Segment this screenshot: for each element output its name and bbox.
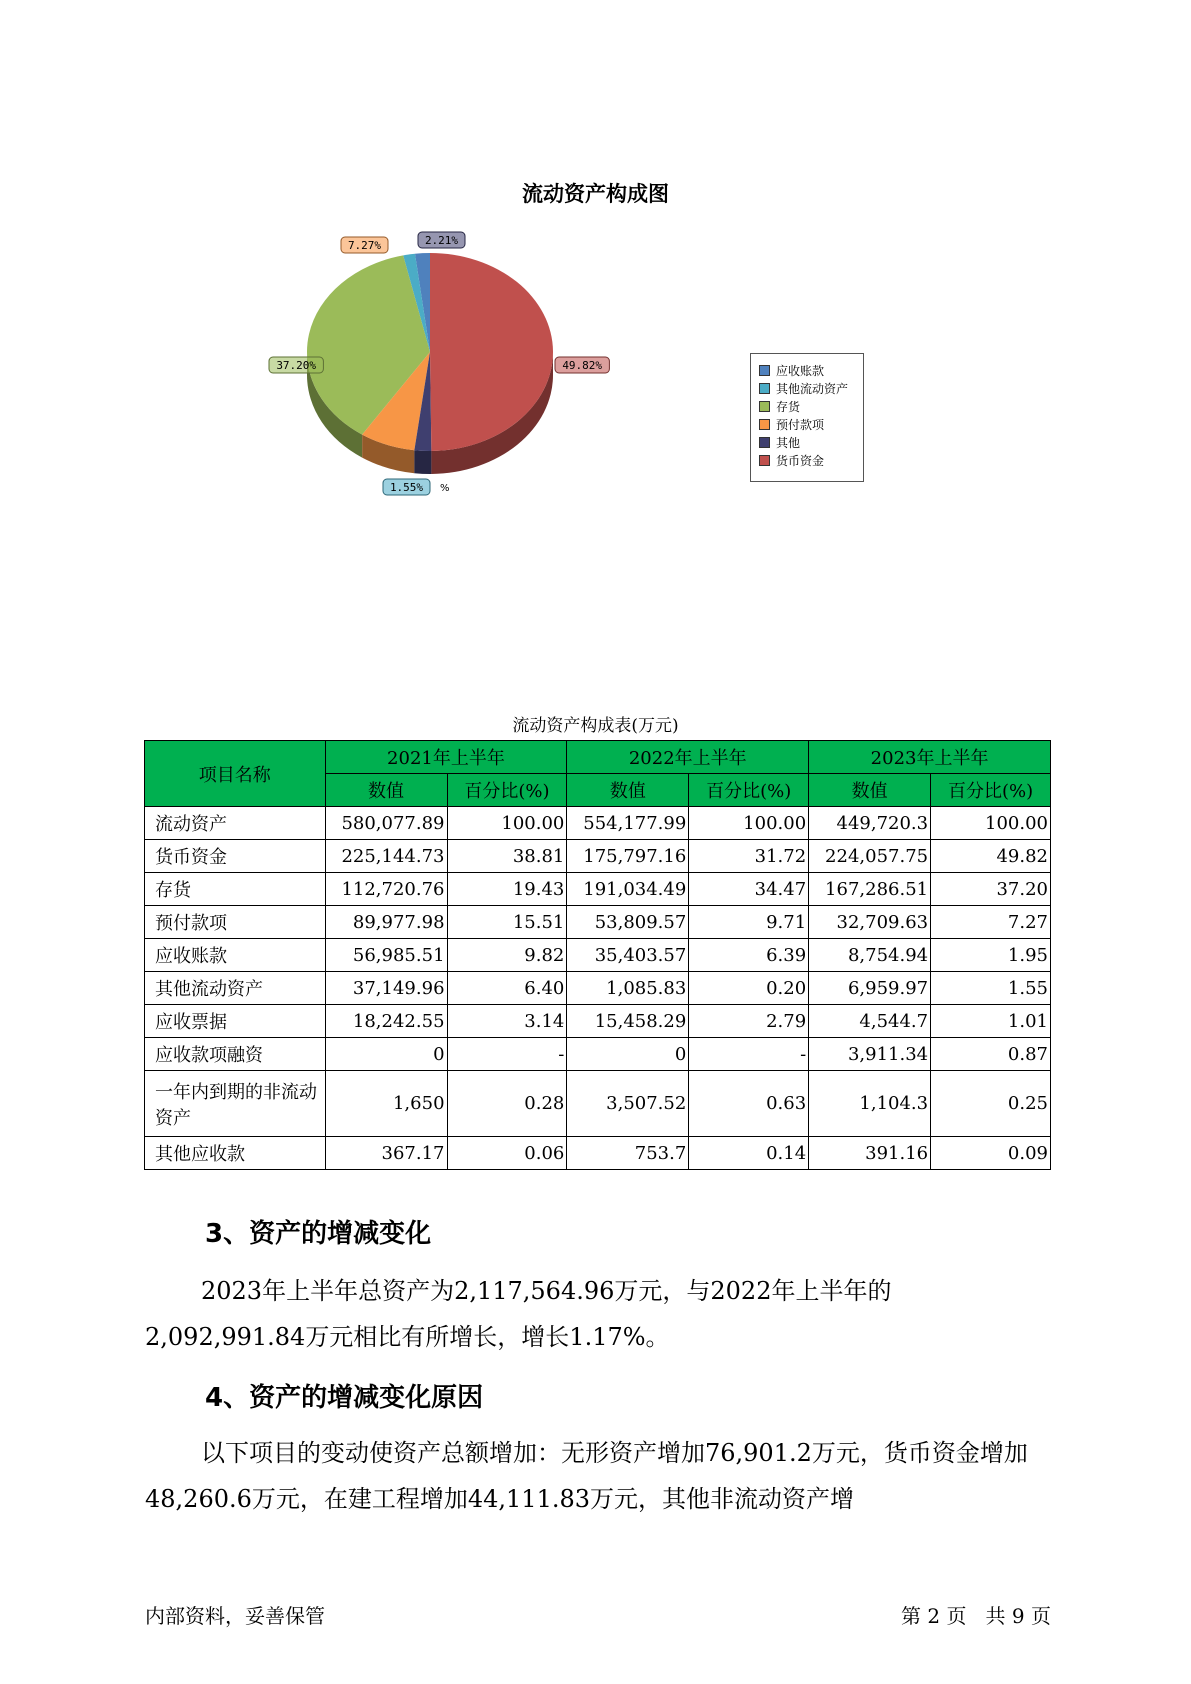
legend-label: 其他 xyxy=(776,435,801,450)
row-label: 其他应收款 xyxy=(145,1137,326,1170)
pie-chart xyxy=(200,225,660,505)
table-row xyxy=(145,972,1051,1005)
header-percent: 百分比(%) xyxy=(689,774,809,807)
cell-percent: 38.81 xyxy=(447,840,567,873)
cell-value: 53,809.57 xyxy=(567,906,689,939)
cell-value: 554,177.99 xyxy=(567,807,689,840)
row-label: 货币资金 xyxy=(145,840,326,873)
cell-percent: 49.82 xyxy=(931,840,1051,873)
legend-swatch xyxy=(759,419,770,430)
chart-title: 流动资产构成图 xyxy=(522,182,669,206)
cell-value: 32,709.63 xyxy=(809,906,931,939)
table-row xyxy=(145,1038,1051,1071)
header-value: 数值 xyxy=(567,774,689,807)
cell-percent: 1.01 xyxy=(931,1005,1051,1038)
cell-value: 18,242.55 xyxy=(325,1005,447,1038)
section-heading: 3、资产的增减变化 xyxy=(205,1219,432,1249)
cell-value: 35,403.57 xyxy=(567,939,689,972)
legend-item xyxy=(751,415,863,433)
section-paragraph: 以下项目的变动使资产总额增加：无形资产增加76,901.2万元，货币资金增加48,260.6万元，在建工程增加44,111.83万元，其他非流动资产增 xyxy=(145,1439,1028,1513)
cell-value: 175,797.16 xyxy=(567,840,689,873)
cell-value: 6,959.97 xyxy=(809,972,931,1005)
cell-percent: 0.25 xyxy=(931,1071,1051,1137)
header-value: 数值 xyxy=(325,774,447,807)
cell-value: 0 xyxy=(325,1038,447,1071)
cell-percent: 1.95 xyxy=(931,939,1051,972)
cell-percent: 1.55 xyxy=(931,972,1051,1005)
pie-data-label xyxy=(383,479,430,495)
cell-percent: 0.09 xyxy=(931,1137,1051,1170)
section-paragraph: 2023年上半年总资产为2,117,564.96万元，与2022年上半年的2,092,991.84万元相比有所增长，增长1.17%。 xyxy=(145,1277,892,1351)
cell-value: 112,720.76 xyxy=(325,873,447,906)
cell-value: 89,977.98 xyxy=(325,906,447,939)
cell-percent: 37.20 xyxy=(931,873,1051,906)
cell-value: 3,507.52 xyxy=(567,1071,689,1137)
svg-text:37.20%: 37.20% xyxy=(276,359,317,372)
table-row xyxy=(145,1137,1051,1170)
cell-value: 1,085.83 xyxy=(567,972,689,1005)
pie-data-label xyxy=(418,232,465,248)
legend-item xyxy=(751,379,863,397)
cell-percent: - xyxy=(447,1038,567,1071)
cell-percent: 19.43 xyxy=(447,873,567,906)
svg-text:49.82%: 49.82% xyxy=(562,359,603,372)
row-label: 流动资产 xyxy=(145,807,326,840)
row-label: 其他流动资产 xyxy=(145,972,326,1005)
cell-value: 0 xyxy=(567,1038,689,1071)
current-assets-table xyxy=(144,740,1051,1170)
svg-text:7.27%: 7.27% xyxy=(347,239,382,252)
cell-percent: 100.00 xyxy=(689,807,809,840)
table-caption: 流动资产构成表(万元) xyxy=(512,716,679,736)
pie-data-label xyxy=(555,357,609,373)
table-row xyxy=(145,1071,1051,1137)
cell-percent: 6.39 xyxy=(689,939,809,972)
pie-data-label: % xyxy=(440,483,450,494)
pie-data-label xyxy=(341,237,388,253)
legend-item xyxy=(751,433,863,451)
footer-confidential: 内部资料，妥善保管 xyxy=(145,1604,325,1628)
legend-item xyxy=(751,361,863,379)
legend-swatch xyxy=(759,401,770,412)
cell-percent: 9.82 xyxy=(447,939,567,972)
cell-percent: 7.27 xyxy=(931,906,1051,939)
cell-percent: 3.14 xyxy=(447,1005,567,1038)
legend-label: 应收账款 xyxy=(776,363,825,378)
cell-value: 4,544.7 xyxy=(809,1005,931,1038)
table-row xyxy=(145,906,1051,939)
cell-percent: 0.28 xyxy=(447,1071,567,1137)
row-label: 应收款项融资 xyxy=(145,1038,326,1071)
cell-value: 449,720.3 xyxy=(809,807,931,840)
cell-value: 37,149.96 xyxy=(325,972,447,1005)
footer-page-number: 第 2 页 共 9 页 xyxy=(901,1604,1051,1628)
cell-percent: - xyxy=(689,1038,809,1071)
legend-swatch xyxy=(759,437,770,448)
cell-percent: 0.06 xyxy=(447,1137,567,1170)
cell-value: 1,650 xyxy=(325,1071,447,1137)
header-period-2022: 2022年上半年 xyxy=(567,741,809,774)
legend-swatch xyxy=(759,455,770,466)
cell-value: 191,034.49 xyxy=(567,873,689,906)
legend-label: 预付款项 xyxy=(776,417,825,432)
cell-percent: 6.40 xyxy=(447,972,567,1005)
table-row xyxy=(145,840,1051,873)
legend-label: 存货 xyxy=(776,399,801,414)
cell-value: 15,458.29 xyxy=(567,1005,689,1038)
cell-value: 391.16 xyxy=(809,1137,931,1170)
cell-value: 56,985.51 xyxy=(325,939,447,972)
row-label: 应收票据 xyxy=(145,1005,326,1038)
cell-percent: 0.20 xyxy=(689,972,809,1005)
legend-label: 货币资金 xyxy=(776,453,825,468)
legend-item xyxy=(751,451,863,469)
cell-value: 3,911.34 xyxy=(809,1038,931,1071)
cell-value: 1,104.3 xyxy=(809,1071,931,1137)
cell-percent: 34.47 xyxy=(689,873,809,906)
legend-swatch xyxy=(759,383,770,394)
svg-text:2.21%: 2.21% xyxy=(424,234,459,247)
header-period-2023: 2023年上半年 xyxy=(809,741,1051,774)
cell-percent: 0.63 xyxy=(689,1071,809,1137)
cell-value: 224,057.75 xyxy=(809,840,931,873)
table-row xyxy=(145,807,1051,840)
row-label: 预付款项 xyxy=(145,906,326,939)
legend-label: 其他流动资产 xyxy=(776,381,849,396)
cell-value: 580,077.89 xyxy=(325,807,447,840)
cell-value: 8,754.94 xyxy=(809,939,931,972)
cell-value: 753.7 xyxy=(567,1137,689,1170)
header-percent: 百分比(%) xyxy=(931,774,1051,807)
row-label: 一年内到期的非流动资产 xyxy=(145,1071,326,1137)
header-item-name: 项目名称 xyxy=(145,741,326,807)
table-row xyxy=(145,939,1051,972)
section-heading: 4、资产的增减变化原因 xyxy=(205,1383,484,1413)
cell-percent: 15.51 xyxy=(447,906,567,939)
legend-item xyxy=(751,397,863,415)
row-label: 应收账款 xyxy=(145,939,326,972)
table-row xyxy=(145,873,1051,906)
legend-swatch xyxy=(759,365,770,376)
cell-value: 367.17 xyxy=(325,1137,447,1170)
chart-legend xyxy=(750,353,864,482)
cell-percent: 31.72 xyxy=(689,840,809,873)
cell-percent: 2.79 xyxy=(689,1005,809,1038)
cell-value: 167,286.51 xyxy=(809,873,931,906)
pie-slice-side xyxy=(414,450,431,474)
cell-percent: 0.87 xyxy=(931,1038,1051,1071)
pie-data-label xyxy=(269,357,323,373)
header-value: 数值 xyxy=(809,774,931,807)
cell-percent: 0.14 xyxy=(689,1137,809,1170)
cell-percent: 100.00 xyxy=(931,807,1051,840)
table-row xyxy=(145,1005,1051,1038)
cell-percent: 9.71 xyxy=(689,906,809,939)
cell-percent: 100.00 xyxy=(447,807,567,840)
cell-value: 225,144.73 xyxy=(325,840,447,873)
header-percent: 百分比(%) xyxy=(447,774,567,807)
row-label: 存货 xyxy=(145,873,326,906)
svg-text:1.55%: 1.55% xyxy=(389,481,424,494)
header-period-2021: 2021年上半年 xyxy=(325,741,567,774)
